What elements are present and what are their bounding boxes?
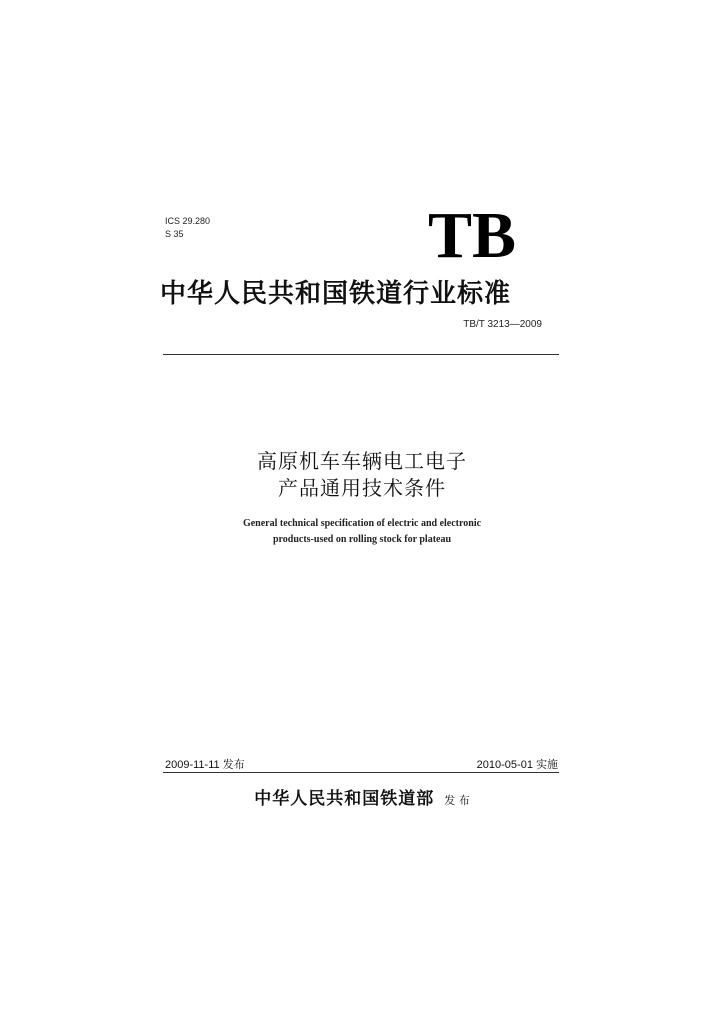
chinese-title-line-1: 高原机车车辆电工电子 [257,449,467,473]
chinese-title-line-2: 产品通用技术条件 [278,476,446,500]
publisher [160,786,564,814]
publisher-verb: 发 布 [444,794,470,807]
implementation-date: 2010-05-01 实施 [476,759,558,771]
standard-number: TB/T 3213—2009 [463,319,542,330]
english-title-line-1: General technical specification of electric and electronic [242,518,482,529]
issue-date: 2009-11-11 发布 [165,759,245,771]
top-divider [163,354,559,355]
chinese-title [160,448,564,502]
classification-codes [165,215,210,241]
english-title-line-2: products-used on rolling stock for plateau [272,534,452,545]
issuer-title: 中华人民共和国铁道行业标准 [160,279,512,309]
ics-code: ICS 29.280 [165,216,211,226]
tb-logo: TB [428,199,517,272]
ccs-code: S 35 [165,229,184,239]
english-title [160,516,564,548]
bottom-divider [163,772,559,773]
publisher-name: 中华人民共和国铁道部 [254,789,435,809]
